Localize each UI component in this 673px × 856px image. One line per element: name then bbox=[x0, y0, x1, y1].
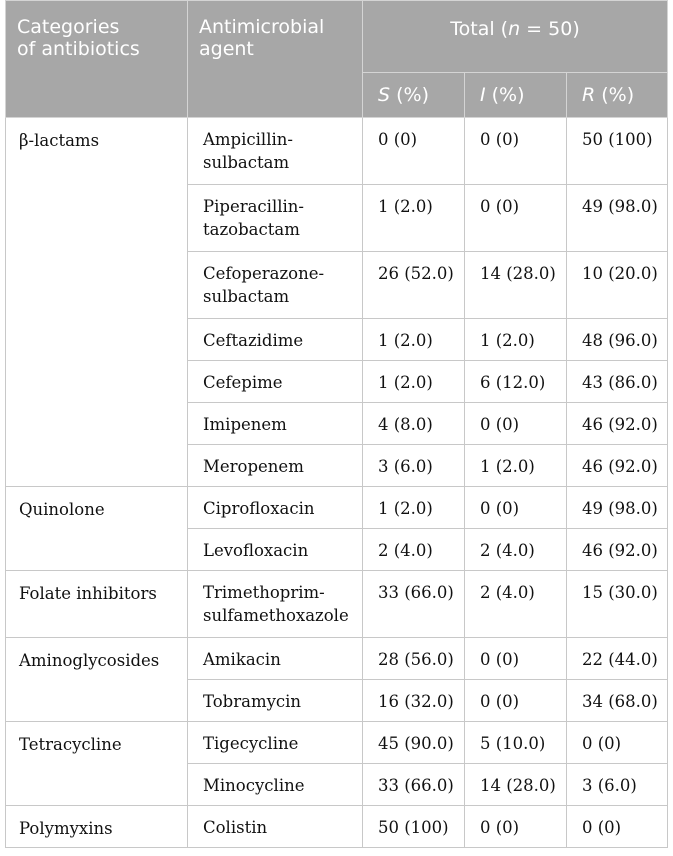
i-value-cell: 2 (4.0) bbox=[465, 529, 567, 571]
r-value-cell: 43 (86.0) bbox=[567, 361, 668, 403]
agent-name-line: Tobramycin bbox=[203, 692, 302, 711]
agent-cell bbox=[188, 764, 363, 806]
i-value-cell: 0 (0) bbox=[465, 806, 567, 848]
header-categories: Categories of antibiotics bbox=[6, 1, 188, 118]
susceptibility-table bbox=[5, 0, 668, 848]
agent-cell bbox=[188, 118, 363, 185]
agent-cell bbox=[188, 529, 363, 571]
r-value-cell: 10 (20.0) bbox=[567, 252, 668, 319]
agent-name-line: Piperacillin- bbox=[203, 197, 304, 216]
category-cell: Folate inhibitors bbox=[6, 571, 188, 638]
i-value-cell: 2 (4.0) bbox=[465, 571, 567, 638]
r-value-cell: 3 (6.0) bbox=[567, 764, 668, 806]
s-value-cell: 1 (2.0) bbox=[363, 361, 465, 403]
s-value-cell: 45 (90.0) bbox=[363, 722, 465, 764]
header-r-percent: R (%) bbox=[567, 73, 668, 118]
agent-name-line: Levofloxacin bbox=[203, 541, 309, 560]
s-value-cell: 3 (6.0) bbox=[363, 445, 465, 487]
r-value-cell: 46 (92.0) bbox=[567, 445, 668, 487]
header-total: Total (n = 50) bbox=[363, 1, 668, 73]
agent-cell bbox=[188, 487, 363, 529]
agent-cell bbox=[188, 403, 363, 445]
r-value-cell: 34 (68.0) bbox=[567, 680, 668, 722]
r-value-cell: 48 (96.0) bbox=[567, 319, 668, 361]
s-value-cell: 16 (32.0) bbox=[363, 680, 465, 722]
table-row bbox=[6, 571, 668, 638]
agent-cell bbox=[188, 806, 363, 848]
i-value-cell: 14 (28.0) bbox=[465, 252, 567, 319]
s-value-cell: 0 (0) bbox=[363, 118, 465, 185]
i-value-cell: 6 (12.0) bbox=[465, 361, 567, 403]
category-cell: Tetracycline bbox=[6, 722, 188, 806]
header-s-percent: S (%) bbox=[363, 73, 465, 118]
agent-name-line: sulbactam bbox=[203, 153, 290, 172]
s-value-cell: 33 (66.0) bbox=[363, 764, 465, 806]
r-value-cell: 0 (0) bbox=[567, 806, 668, 848]
agent-cell bbox=[188, 445, 363, 487]
r-value-cell: 49 (98.0) bbox=[567, 487, 668, 529]
agent-name-line: Amikacin bbox=[203, 650, 281, 669]
header-i-percent: I (%) bbox=[465, 73, 567, 118]
agent-name-line: Ciprofloxacin bbox=[203, 499, 315, 518]
table-body bbox=[6, 118, 668, 848]
category-cell: Aminoglycosides bbox=[6, 638, 188, 722]
agent-name-line: Tigecycline bbox=[203, 734, 299, 753]
agent-name-line: sulfamethoxazole bbox=[203, 606, 349, 625]
table-row bbox=[6, 487, 668, 529]
i-value-cell: 5 (10.0) bbox=[465, 722, 567, 764]
category-cell: Quinolone bbox=[6, 487, 188, 571]
i-value-cell: 0 (0) bbox=[465, 403, 567, 445]
agent-name-line: Ampicillin- bbox=[203, 130, 293, 149]
header-agent: Antimicrobial agent bbox=[188, 1, 363, 118]
i-value-cell: 0 (0) bbox=[465, 118, 567, 185]
agent-cell bbox=[188, 185, 363, 252]
r-value-cell: 49 (98.0) bbox=[567, 185, 668, 252]
s-value-cell: 1 (2.0) bbox=[363, 487, 465, 529]
agent-name-line: Cefepime bbox=[203, 373, 283, 392]
agent-name-line: Colistin bbox=[203, 818, 268, 837]
agent-name-line: Cefoperazone- bbox=[203, 264, 325, 283]
table-row bbox=[6, 722, 668, 764]
category-cell: Polymyxins bbox=[6, 806, 188, 848]
s-value-cell: 50 (100) bbox=[363, 806, 465, 848]
r-value-cell: 46 (92.0) bbox=[567, 403, 668, 445]
agent-name-line: tazobactam bbox=[203, 220, 300, 239]
table-row bbox=[6, 638, 668, 680]
s-value-cell: 1 (2.0) bbox=[363, 185, 465, 252]
r-value-cell: 0 (0) bbox=[567, 722, 668, 764]
r-value-cell: 46 (92.0) bbox=[567, 529, 668, 571]
agent-cell bbox=[188, 680, 363, 722]
agent-name-line: sulbactam bbox=[203, 287, 290, 306]
agent-name-line: Meropenem bbox=[203, 457, 304, 476]
s-value-cell: 28 (56.0) bbox=[363, 638, 465, 680]
agent-cell bbox=[188, 571, 363, 638]
i-value-cell: 1 (2.0) bbox=[465, 319, 567, 361]
category-cell: β-lactams bbox=[6, 118, 188, 487]
i-value-cell: 0 (0) bbox=[465, 680, 567, 722]
agent-name-line: Trimethoprim- bbox=[203, 583, 325, 602]
s-value-cell: 4 (8.0) bbox=[363, 403, 465, 445]
i-value-cell: 0 (0) bbox=[465, 487, 567, 529]
r-value-cell: 15 (30.0) bbox=[567, 571, 668, 638]
i-value-cell: 14 (28.0) bbox=[465, 764, 567, 806]
s-value-cell: 1 (2.0) bbox=[363, 319, 465, 361]
s-value-cell: 2 (4.0) bbox=[363, 529, 465, 571]
s-value-cell: 26 (52.0) bbox=[363, 252, 465, 319]
i-value-cell: 0 (0) bbox=[465, 638, 567, 680]
agent-cell bbox=[188, 722, 363, 764]
table-header bbox=[6, 1, 668, 118]
table-row bbox=[6, 806, 668, 848]
i-value-cell: 0 (0) bbox=[465, 185, 567, 252]
table-row bbox=[6, 118, 668, 185]
agent-cell bbox=[188, 361, 363, 403]
r-value-cell: 50 (100) bbox=[567, 118, 668, 185]
agent-name-line: Minocycline bbox=[203, 776, 305, 795]
i-value-cell: 1 (2.0) bbox=[465, 445, 567, 487]
agent-name-line: Ceftazidime bbox=[203, 331, 304, 350]
r-value-cell: 22 (44.0) bbox=[567, 638, 668, 680]
s-value-cell: 33 (66.0) bbox=[363, 571, 465, 638]
agent-cell bbox=[188, 638, 363, 680]
agent-name-line: Imipenem bbox=[203, 415, 287, 434]
agent-cell bbox=[188, 252, 363, 319]
agent-cell bbox=[188, 319, 363, 361]
